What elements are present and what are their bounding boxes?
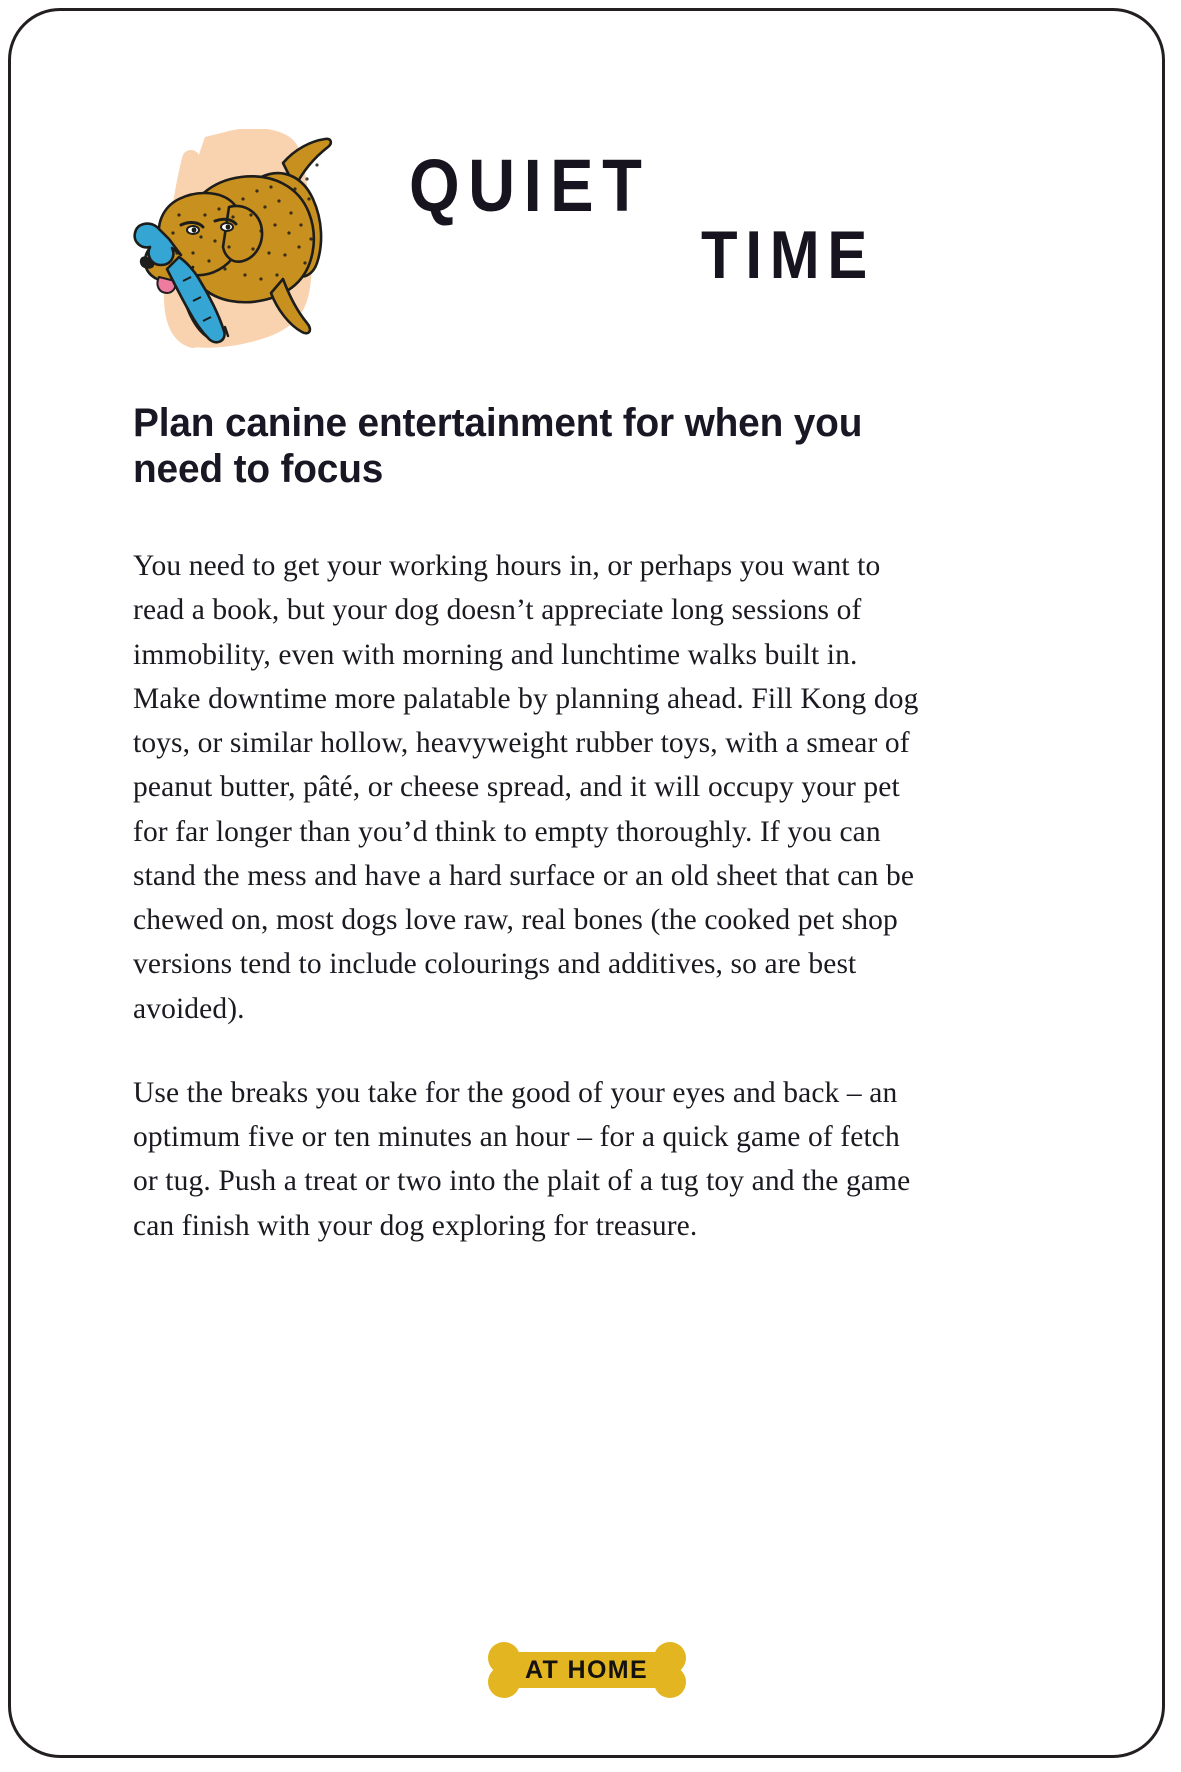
activity-card: [8, 8, 1165, 1758]
page-title: Plan canine entertainment for when you need to focus: [133, 401, 863, 491]
title-line-time: TIME: [701, 217, 876, 293]
dog-chewing-bone-illustration: [133, 129, 353, 354]
body-paragraph-1: You need to get your working hours in, or perhaps you want to read a book, but your dog doesn’t appreciate long sessions of immobility, even with morning and lunchtime walks built in. Make downtime more palatable by planning ahead. Fill Kong dog toys, or similar hollow, heavyweight rubber toys, with a smear of peanut butter, pâté, or cheese spread, and it will occupy your pet for far longer than you’d think to empty thoroughly. If you can stand the mess and have a hard surface or an old sheet that can be chewed on, most dogs love raw, real bones (the cooked pet shop versions tend to include colourings and additives, so are best avoided).: [133, 550, 919, 1025]
title-line-quiet: QUIET: [409, 144, 651, 227]
card-content: [133, 401, 923, 1248]
card-header: [11, 11, 1162, 371]
card-title: [401, 139, 1101, 309]
badge-label: AT HOME: [524, 1655, 649, 1684]
body-paragraph-2: Use the breaks you take for the good of your eyes and back – an optimum five or ten minutes an hour – for a quick game of fetch or tug. Push a treat or two into the plait of a tug toy and the game can finish with your dog exploring for treasure.: [133, 1076, 911, 1242]
status-badge: [482, 1639, 692, 1701]
